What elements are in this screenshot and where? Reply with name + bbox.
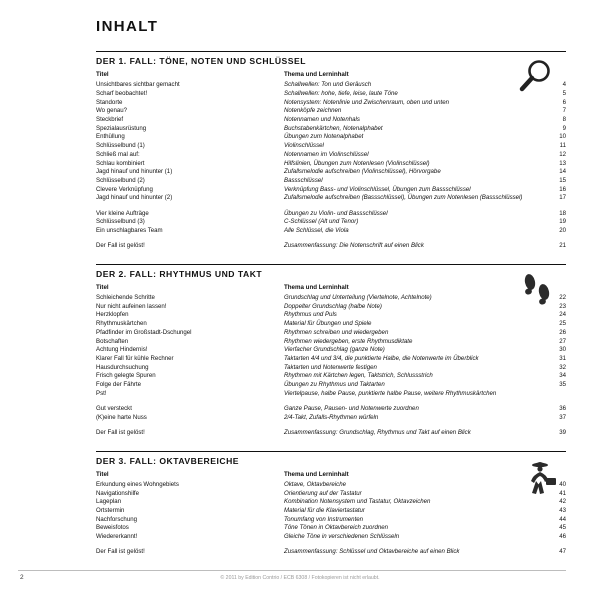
magnifier-icon	[510, 57, 564, 97]
row-topic: Gleiche Töne in verschiedenen Schlüsseln	[284, 533, 400, 541]
row-page: 26	[559, 328, 566, 336]
row-page: 41	[559, 489, 566, 497]
row-topic: Grundschlag und Unterteilung (Viertelnote, Achtelnote)	[284, 294, 432, 302]
table-header-row	[96, 284, 566, 294]
row-page: 25	[559, 320, 566, 328]
table-row	[96, 414, 566, 423]
table-row	[96, 142, 566, 151]
row-topic: Tonumfang von Instrumenten	[284, 515, 364, 523]
row-title: Spezialausrüstung	[96, 124, 147, 132]
page-footer	[0, 570, 600, 592]
row-topic: Taktarten 4/4 und 3/4, die punktierte Halbe, die Notenwerte im Überblick	[284, 354, 479, 362]
row-page: 42	[559, 498, 566, 506]
row-title: Wiedererkannt!	[96, 533, 138, 541]
row-page: 47	[559, 548, 566, 556]
table-row	[96, 125, 566, 134]
row-topic: Notennamen im Violinschlüssel	[284, 150, 369, 158]
table-row	[96, 490, 566, 499]
row-topic: Zusammenfassung: Schlüssel und Oktavbereiche auf einen Blick	[284, 548, 460, 556]
row-topic: Schallwellen: hohe, tiefe, leise, laute Töne	[284, 89, 398, 97]
col-header-topic: Thema und Lerninhalt	[284, 283, 349, 291]
section-heading: DER 2. FALL: RHYTHMUS UND TAKT	[96, 268, 263, 279]
row-title: Schlüsselbund (2)	[96, 176, 145, 184]
table-row	[96, 177, 566, 186]
row-title: Unsichtbares sichtbar gemacht	[96, 81, 180, 89]
table-row	[96, 320, 566, 329]
section-heading: DER 1. FALL: TÖNE, NOTEN UND SCHLÜSSEL	[96, 56, 306, 66]
row-topic: Rhythmen mit Kärtchen legen, Taktstrich, Schlussstrich	[284, 372, 433, 380]
row-page: 4	[562, 81, 566, 89]
row-page: 17	[559, 194, 566, 202]
table-row-summary	[96, 429, 566, 438]
table-row	[96, 372, 566, 381]
footprints-icon	[510, 270, 564, 310]
row-topic: C-Schlüssel (Alt und Tenor)	[284, 218, 359, 226]
row-title: Gut versteckt	[96, 405, 132, 412]
toc-table-3	[96, 471, 566, 557]
row-page: 16	[559, 185, 566, 193]
row-page: 44	[559, 515, 566, 523]
row-title: Rhythmuskärtchen	[96, 320, 147, 328]
row-page: 24	[559, 311, 566, 319]
row-topic: Oktave, Oktavbereiche	[284, 480, 346, 488]
row-topic: Alle Schlüssel, die Viola	[284, 226, 349, 234]
row-topic: Rhythmen wiedergeben, erste Rhythmusdiktate	[284, 337, 413, 345]
row-title: Der Fall ist gelöst!	[96, 428, 145, 436]
col-header-topic: Thema und Lerninhalt	[284, 71, 349, 78]
section-divider	[96, 451, 566, 452]
col-header-title: Titel	[96, 283, 109, 291]
row-page: 27	[559, 337, 566, 345]
row-title: Schlüsselbund (1)	[96, 142, 145, 150]
row-topic: Notennamen und Notenhals	[284, 116, 360, 124]
row-title: Pfadfinder im Großstadt-Dschungel	[96, 328, 192, 336]
row-title: Nachforschung	[96, 515, 137, 523]
row-topic: Buchstabenkärtchen, Notenalphabet	[284, 124, 383, 132]
table-row	[96, 81, 566, 90]
row-page: 10	[559, 133, 566, 141]
row-topic: Notenköpfe zeichnen	[284, 107, 342, 115]
row-page: 32	[559, 363, 566, 371]
toc-table-2	[96, 284, 566, 438]
row-topic: Zusammenfassung: Grundschlag, Rhythmus und Takt auf einen Blick	[284, 428, 471, 436]
table-row	[96, 116, 566, 125]
row-title: Herzklopfen	[96, 311, 129, 319]
table-row	[96, 524, 566, 533]
table-row	[96, 516, 566, 525]
row-page: 23	[559, 302, 566, 310]
table-row	[96, 507, 566, 516]
row-title: Der Fall ist gelöst!	[96, 548, 145, 556]
row-title: Steckbrief	[96, 116, 124, 124]
table-row	[96, 390, 566, 399]
row-page: 31	[559, 354, 566, 362]
row-title: Scharf beobachtet!	[96, 89, 148, 97]
row-page: 46	[559, 533, 566, 541]
table-row	[96, 364, 566, 373]
table-row	[96, 381, 566, 390]
row-title: Wo genau?	[96, 107, 128, 115]
row-page: 45	[559, 524, 566, 532]
table-row	[96, 346, 566, 355]
row-page: 7	[562, 107, 566, 115]
row-page: 14	[559, 168, 566, 176]
col-header-topic: Thema und Lerninhalt	[284, 470, 349, 478]
row-page: 35	[559, 381, 566, 389]
table-row	[96, 107, 566, 116]
row-title: Achtung Hindernis!	[96, 346, 148, 354]
row-page: 43	[559, 506, 566, 514]
row-page: 18	[559, 209, 566, 217]
row-topic: Kombination Notensystem und Tastatur, Oktavzeichen	[284, 498, 431, 506]
table-row	[96, 329, 566, 338]
row-title: Folge der Fährte	[96, 381, 142, 389]
table-row	[96, 227, 566, 236]
row-topic: Rhythmus und Puls	[284, 311, 337, 319]
table-header-row	[96, 471, 566, 481]
table-row	[96, 303, 566, 312]
row-topic: Zufallsmelodie aufschreiben (Bassschlüssel), Übungen zum Notenlesen (Bassschlüssel)	[284, 194, 523, 202]
table-row	[96, 311, 566, 320]
page-title: INHALT	[96, 18, 159, 35]
row-topic: Rhythmen schreiben und wiedergeben	[284, 328, 389, 336]
row-title: Lageplan	[96, 498, 122, 506]
col-header-title: Titel	[96, 470, 109, 478]
section-fall-3	[96, 451, 566, 557]
row-page: 36	[559, 405, 566, 412]
row-topic: Vierfacher Grundschlag (ganze Note)	[284, 346, 385, 354]
table-row	[96, 151, 566, 160]
row-page: 8	[562, 116, 566, 124]
table-row	[96, 338, 566, 347]
row-topic: Viertelpause, halbe Pause, punktierte halbe Pause, weitere Rhythmuskärtchen	[284, 389, 497, 397]
row-page: 19	[559, 218, 566, 226]
row-topic: Taktarten und Notenwerte festigen	[284, 363, 377, 371]
row-title: Ortstermin	[96, 506, 125, 514]
row-topic: Orientierung auf der Tastatur	[284, 489, 362, 497]
row-topic: Übungen zu Rhythmus und Taktarten	[284, 381, 385, 389]
table-row	[96, 405, 566, 414]
row-title: Beweisfotos	[96, 524, 129, 532]
row-title: Schließ mal auf:	[96, 150, 140, 158]
row-page: 6	[562, 98, 566, 106]
detective-icon	[510, 457, 564, 497]
row-title: Jagd hinauf und hinunter (1)	[96, 168, 173, 176]
row-page: 37	[559, 413, 566, 421]
row-title: Botschaften	[96, 337, 129, 345]
section-fall-1	[96, 51, 566, 251]
table-row	[96, 498, 566, 507]
row-title: Schleichende Schritte	[96, 294, 155, 302]
row-title: Enthüllung	[96, 133, 125, 141]
table-row	[96, 533, 566, 542]
row-topic: Verknüpfung Bass- und Violinschlüssel, Übungen zum Bassschlüssel	[284, 185, 471, 193]
row-page: 40	[559, 480, 566, 488]
copyright-notice: © 2011 by Edition Contrio / ECB 6308 / Fotokopieren ist nicht erlaubt.	[220, 575, 380, 581]
row-topic: Schallwellen: Ton und Geräusch	[284, 81, 372, 89]
row-page	[538, 390, 566, 399]
section-heading: DER 3. FALL: OKTAVBEREICHE	[96, 455, 240, 466]
table-row	[96, 294, 566, 303]
table-row	[96, 218, 566, 227]
row-title: Pst!	[96, 389, 107, 397]
row-topic: Notensystem: Notenlinie und Zwischenraum, oben und unten	[284, 98, 449, 106]
table-row	[96, 186, 566, 195]
row-page: 5	[562, 89, 566, 97]
col-header-title: Titel	[96, 71, 109, 78]
table-header-row	[96, 71, 566, 81]
row-title: Jagd hinauf und hinunter (2)	[96, 194, 173, 202]
row-page: 21	[559, 242, 566, 250]
row-page: 15	[559, 176, 566, 184]
table-row	[96, 133, 566, 142]
table-row	[96, 481, 566, 490]
footer-divider	[18, 570, 566, 571]
row-title: Frisch gelegte Spuren	[96, 372, 156, 380]
section-divider	[96, 51, 566, 52]
row-title: Nur nicht aufeinen lassen!	[96, 302, 167, 310]
section-fall-2	[96, 264, 566, 438]
row-topic: Hilfslinien, Übungen zum Notenlesen (Violinschlüssel)	[284, 159, 430, 167]
row-title: Der Fall ist gelöst!	[96, 242, 145, 250]
row-page: 34	[559, 372, 566, 380]
row-topic: Violinschlüssel	[284, 142, 324, 150]
row-page: 30	[559, 346, 566, 354]
row-topic: Zufallsmelodie aufschreiben (Violinschlüssel), Hörvorgabe	[284, 168, 441, 176]
table-row	[96, 194, 566, 203]
row-topic: Ganze Pause, Pausen- und Notenwerte zuordnen	[284, 405, 419, 412]
row-title: Ein unschlagbares Team	[96, 226, 163, 234]
row-page: 9	[562, 124, 566, 132]
table-row	[96, 168, 566, 177]
row-title: Hausdurchsuchung	[96, 363, 149, 371]
row-title: Schlau kombiniert	[96, 159, 145, 167]
row-page: 39	[559, 428, 566, 436]
table-row-summary	[96, 242, 566, 251]
row-title: Klarer Fall für kühle Rechner	[96, 354, 174, 362]
table-row	[96, 210, 566, 219]
page-number: 2	[20, 574, 24, 581]
row-page: 11	[559, 142, 566, 150]
row-topic: Doppelter Grundschlag (halbe Note)	[284, 302, 382, 310]
section-divider	[96, 264, 566, 265]
row-title: Navigationshilfe	[96, 489, 140, 497]
row-topic: Töne Tönen in Oktavbereich zuordnen	[284, 524, 388, 532]
row-title: Standorte	[96, 98, 123, 106]
row-title: Vier kleine Aufträge	[96, 209, 149, 217]
table-row-summary	[96, 548, 566, 557]
toc-table-1	[96, 71, 566, 251]
row-topic: Material für die Klaviertastatur	[284, 506, 365, 514]
row-title: Erkundung eines Wohngebiets	[96, 480, 179, 488]
table-row	[96, 90, 566, 99]
table-row	[96, 160, 566, 169]
table-row	[96, 355, 566, 364]
row-page: 12	[559, 150, 566, 158]
row-topic: Übungen zum Notenalphabet	[284, 133, 364, 141]
table-row	[96, 99, 566, 108]
row-topic: Zusammenfassung: Die Notenschrift auf einen Blick	[284, 242, 424, 250]
row-topic: Übungen zu Violin- und Bassschlüssel	[284, 209, 388, 217]
row-topic: Material für Übungen und Spiele	[284, 320, 372, 328]
row-topic: 2/4-Takt, Zufalls-Rhythmen würfeln	[284, 413, 379, 421]
row-title: Clevere Verknüpfung	[96, 185, 153, 193]
row-title: (K)eine harte Nuss	[96, 413, 147, 421]
row-topic: Bassschlüssel	[284, 176, 323, 184]
row-page: 13	[559, 159, 566, 167]
row-page: 20	[559, 226, 566, 234]
row-page: 22	[559, 294, 566, 302]
row-title: Schlüsselbund (3)	[96, 218, 145, 226]
